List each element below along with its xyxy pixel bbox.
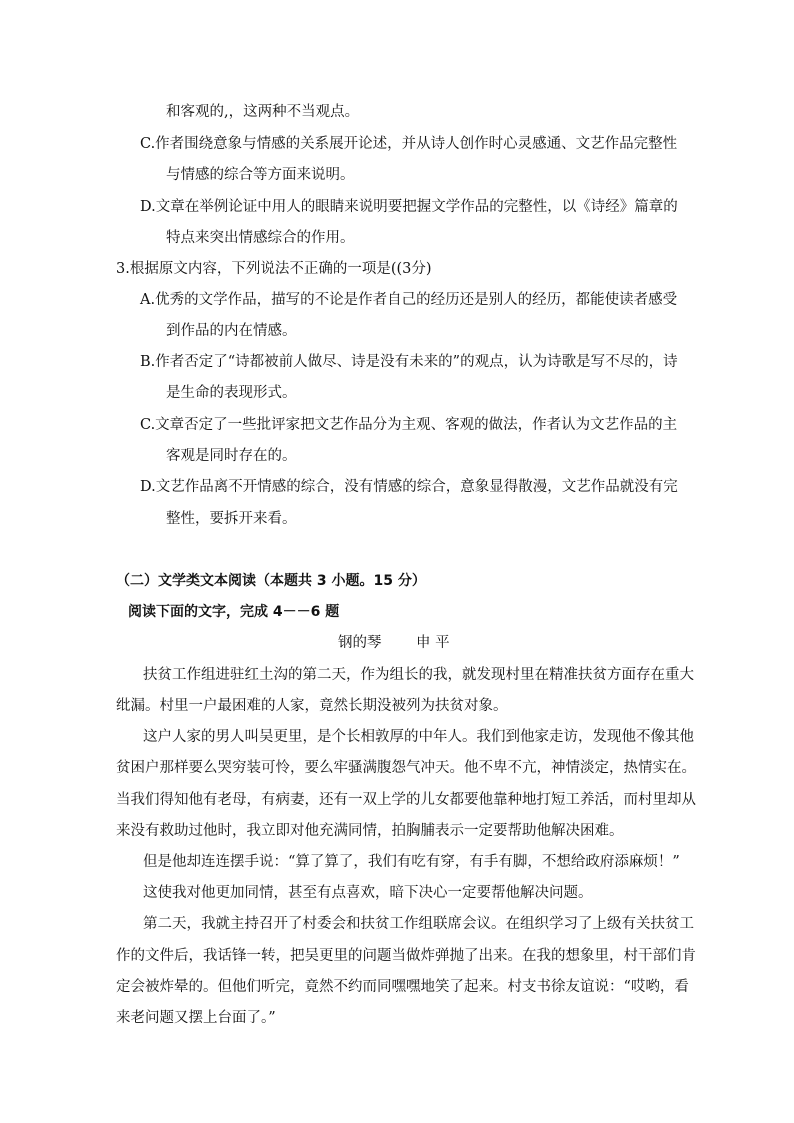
story-p1-line2: 纰漏。村里一户最困难的人家，竟然长期没被列为扶贫对象。 bbox=[116, 698, 508, 714]
q2-option-c-line1: C.作者围绕意象与情感的关系展开论述，并从诗人创作时心灵感通、文艺作品完整性 bbox=[140, 136, 678, 152]
story-p2-line4: 来没有救助过他时，我立即对他充满同情，拍胸脯表示一定要帮助他解决困难。 bbox=[116, 823, 624, 839]
q3-option-b-line2: 是生命的表现形式。 bbox=[166, 385, 297, 401]
q3-option-b-line1: B.作者否定了“诗都被前人做尽、诗是没有未来的”的观点，认为诗歌是写不尽的，诗 bbox=[140, 354, 678, 370]
story-title: 钢的琴 bbox=[338, 635, 382, 651]
q2-option-c-line2: 与情感的综合等方面来说明。 bbox=[166, 167, 355, 183]
story-p5-line2: 作的文件后，我话锋一转，把吴更里的问题当做炸弹抛了出来。在我的想象里，村干部们肯 bbox=[116, 948, 696, 964]
q3-option-d-line1: D.文艺作品离不开情感的综合，没有情感的综合，意象显得散漫，文艺作品就没有完 bbox=[140, 479, 678, 495]
story-p4-line1: 这使我对他更加同情，甚至有点喜欢，暗下决心一定要帮他解决问题。 bbox=[143, 885, 593, 901]
story-p2-line2: 贫困户那样要么哭穷装可怜，要么牢骚满腹怨气冲天。他不卑不亢，神情淡定，热情实在。 bbox=[116, 760, 696, 776]
story-p5-line1: 第二天，我就主持召开了村委会和扶贫工作组联席会议。在组织学习了上级有关扶贫工 bbox=[143, 916, 694, 932]
q3-stem: 3.根据原文内容，下列说法不正确的一项是((3分) bbox=[116, 261, 432, 277]
q3-option-d-line2: 整性，要拆开来看。 bbox=[166, 511, 297, 527]
story-p1-line1: 扶贫工作组进驻红土沟的第二天，作为组长的我，就发现村里在精准扶贫方面存在重大 bbox=[143, 667, 694, 683]
q3-option-c-line1: C.文章否定了一些批评家把文艺作品分为主观、客观的做法，作者认为文艺作品的主 bbox=[140, 417, 678, 433]
q2-option-d-line1: D.文章在举例论证中用人的眼睛来说明要把握文学作品的完整性，以《诗经》篇章的 bbox=[140, 199, 678, 215]
story-p2-line3: 当我们得知他有老母，有病妻，还有一双上学的儿女都要他靠种地打短工养活，而村里却从 bbox=[116, 792, 696, 808]
story-p3-line1: 但是他却连连摆手说：“算了算了，我们有吃有穿，有手有脚，不想给政府添麻烦！” bbox=[143, 854, 680, 870]
q3-option-a-line2: 到作品的内在情感。 bbox=[166, 323, 297, 339]
q3-option-c-line2: 客观是同时存在的。 bbox=[166, 448, 297, 464]
story-p5-line4: 来老问题又摆上台面了。” bbox=[116, 1010, 276, 1026]
story-p2-line1: 这户人家的男人叫吴更里，是个长相敦厚的中年人。我们到他家走访，发现他不像其他 bbox=[143, 729, 694, 745]
q3-option-a-line1: A.优秀的文学作品，描写的不论是作者自己的经历还是别人的经历，都能使读者感受 bbox=[140, 292, 678, 308]
section-heading: （二）文学类文本阅读（本题共 3 小题。15 分） bbox=[116, 573, 426, 589]
option-b-continuation: 和客观的,，这两种不当观点。 bbox=[166, 104, 360, 120]
story-p5-line3: 定会被炸晕的。但他们听完，竟然不约而同嘿嘿地笑了起来。村支书徐友谊说：“哎哟，看 bbox=[116, 979, 689, 995]
story-author: 申 平 bbox=[416, 635, 450, 651]
q2-option-d-line2: 特点来突出情感综合的作用。 bbox=[166, 230, 355, 246]
section-instruction: 阅读下面的文字，完成 4－－6 题 bbox=[128, 604, 340, 620]
